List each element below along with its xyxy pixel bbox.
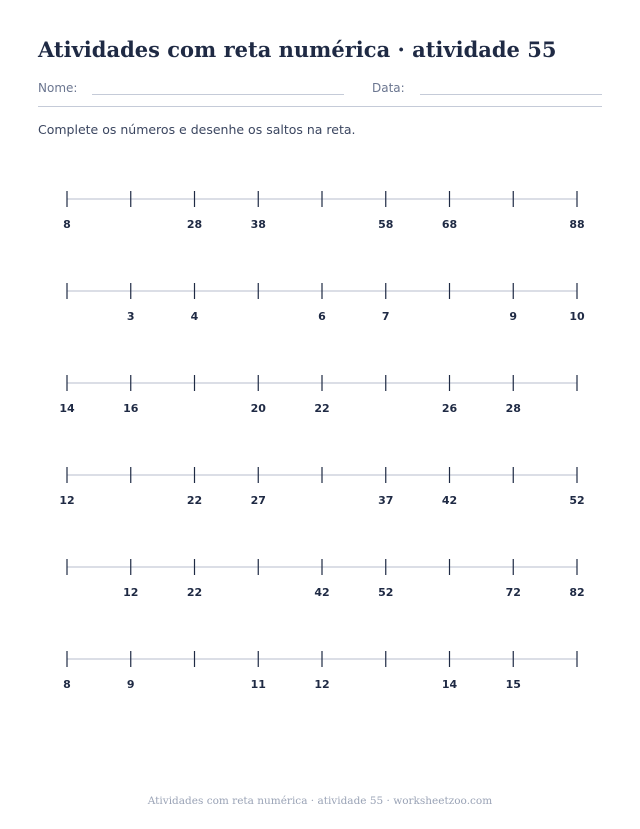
number-line-1 [63,191,584,231]
number-line-6 [63,651,577,691]
tick-label: 10 [569,310,585,323]
tick-label: 26 [441,402,458,415]
tick-label: 8 [63,218,71,231]
tick-label: 27 [250,494,266,507]
tick-label: 11 [250,678,266,691]
tick-label: 4 [190,310,199,323]
tick-label: 22 [186,494,203,507]
tick-label: 12 [59,494,75,507]
tick-label: 52 [569,494,585,507]
instructions: Complete os números e desenhe os saltos na reta. [38,122,356,137]
tick-label: 12 [314,678,330,691]
tick-label: 68 [441,218,458,231]
tick-label: 12 [123,586,139,599]
tick-label: 14 [441,678,458,691]
date-label: Data: [372,81,405,95]
tick-label: 15 [505,678,521,691]
number-line-3 [59,375,577,415]
tick-label: 9 [126,678,135,691]
tick-label: 72 [505,586,521,599]
tick-label: 42 [441,494,458,507]
tick-label: 28 [186,218,203,231]
tick-label: 58 [378,218,394,231]
tick-label: 42 [314,586,330,599]
number-line-5 [67,559,585,599]
tick-label: 22 [314,402,330,415]
number-line-4 [59,467,584,507]
tick-label: 82 [569,586,585,599]
tick-label: 16 [123,402,139,415]
page-title: Atividades com reta numérica · atividade 55 [38,37,557,62]
tick-label: 37 [378,494,394,507]
tick-label: 14 [59,402,75,415]
tick-label: 38 [250,218,266,231]
tick-label: 8 [63,678,71,691]
tick-label: 22 [186,586,203,599]
name-label: Nome: [38,81,78,95]
tick-label: 7 [381,310,390,323]
tick-label: 3 [126,310,135,323]
tick-label: 20 [250,402,266,415]
tick-label: 52 [378,586,394,599]
number-line-2 [67,283,585,323]
tick-label: 9 [509,310,518,323]
footer: Atividades com reta numérica · atividade 55 · worksheetzoo.com [147,795,493,807]
tick-label: 88 [569,218,585,231]
tick-label: 6 [318,310,326,323]
tick-label: 28 [505,402,521,415]
